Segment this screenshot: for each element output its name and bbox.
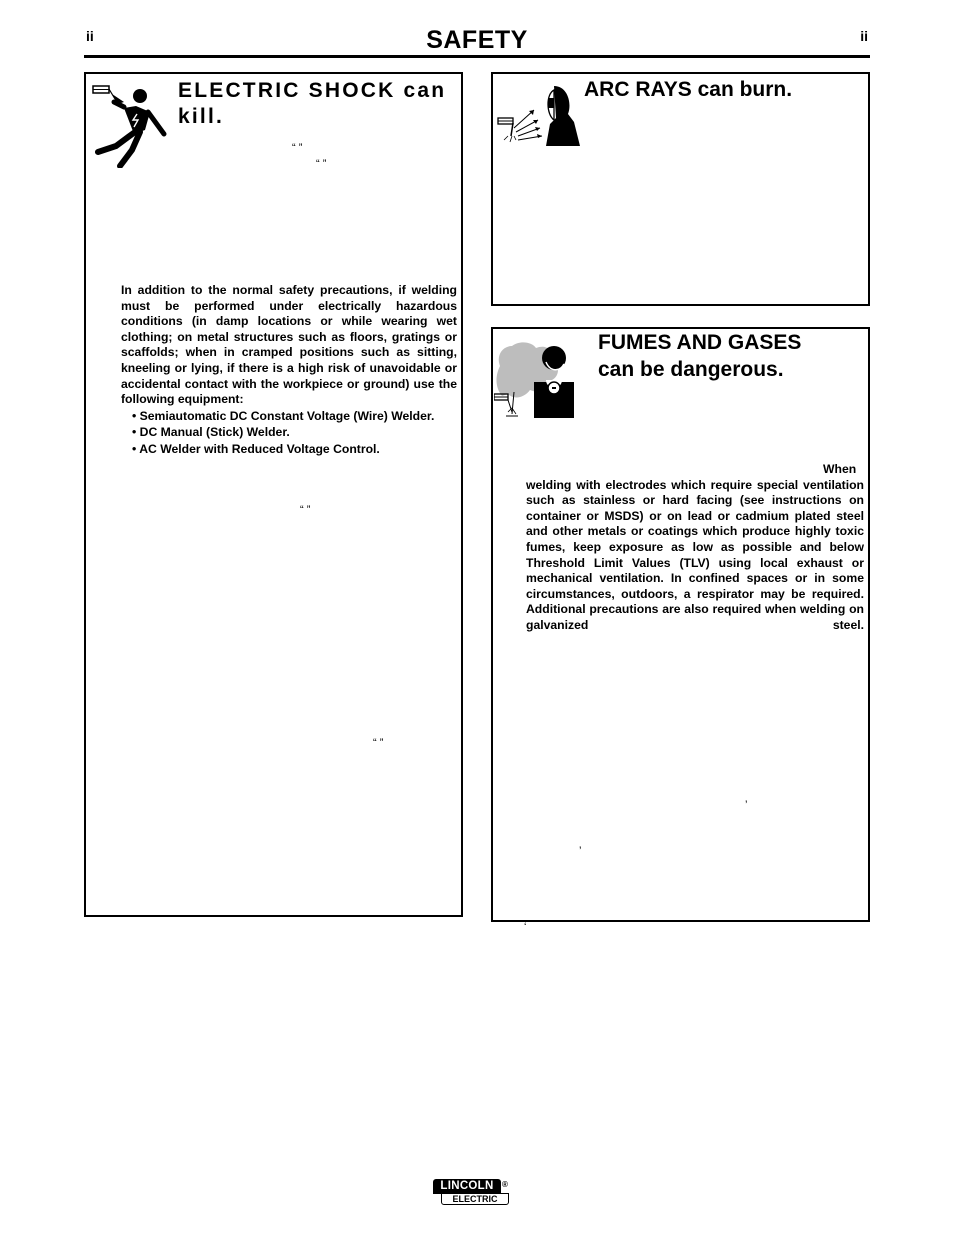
logo-bottom-text: ELECTRIC [441, 1193, 509, 1205]
apostrophe-mark: ’ [745, 799, 748, 811]
quote-mark: “ ” [316, 158, 327, 170]
quote-mark: “ ” [300, 504, 311, 516]
fumes-heading-line-1: FUMES AND GASES [598, 331, 802, 354]
apostrophe-mark: ‘ [524, 921, 527, 933]
list-item: • Semiautomatic DC Constant Voltage (Wire) Welder. [132, 408, 435, 423]
electric-shock-box [84, 72, 463, 917]
electric-shock-heading: ELECTRIC SHOCK can kill. [178, 79, 447, 128]
arc-rays-heading: ARC RAYS can burn. [584, 78, 793, 101]
fumes-heading-line-2: can be dangerous. [598, 358, 784, 381]
page-title: SAFETY [426, 26, 528, 54]
ventilation-text: When welding with electrodes which require special ventilation such as stainless or hard facing (see instructions on container or MSDS) or on lead or cadmium plated steel and other metals or coatings which produce highly toxic fumes, keep exposure as low as possible and below Threshold Limit Values (TLV) using local exhaust or mechanical ventilation. In confined spaces or in some circumstances, outdoors, a respirator may be required. Additional precautions are also required when welding on galvanized steel. [526, 462, 864, 632]
lincoln-electric-logo [433, 1179, 513, 1207]
electric-shock-icon [90, 82, 170, 168]
arc-rays-icon [496, 80, 580, 150]
quote-mark: “ ” [373, 737, 384, 749]
hazard-conditions-text: In addition to the normal safety precautions, if welding must be performed under electrically hazardous conditions (in damp locations or while wearing wet clothing; on metal structures such as floors, gratings or scaffolds; when in cramped positions such as sitting, kneeling or lying, if there is a high risk of unavoidable or accidental contact with the workpiece or ground) use the following equipment: [121, 283, 457, 407]
registered-mark: ® [502, 1180, 508, 1189]
electric-shock-paragraph [121, 283, 457, 458]
fumes-heading [598, 330, 868, 383]
page-number-left: ii [86, 28, 94, 44]
list-item: • AC Welder with Reduced Voltage Control. [132, 441, 380, 456]
equipment-list [121, 408, 457, 458]
logo-top-text: LINCOLN [433, 1179, 501, 1194]
apostrophe-mark: ’ [579, 845, 582, 857]
page-number-right: ii [860, 28, 868, 44]
fumes-paragraph [526, 462, 864, 634]
list-item: • DC Manual (Stick) Welder. [132, 425, 290, 440]
fumes-icon [494, 334, 584, 420]
arc-rays-box [491, 72, 870, 306]
header-rule [84, 55, 870, 58]
fumes-box [491, 327, 870, 922]
quote-mark: “ ” [292, 142, 303, 154]
